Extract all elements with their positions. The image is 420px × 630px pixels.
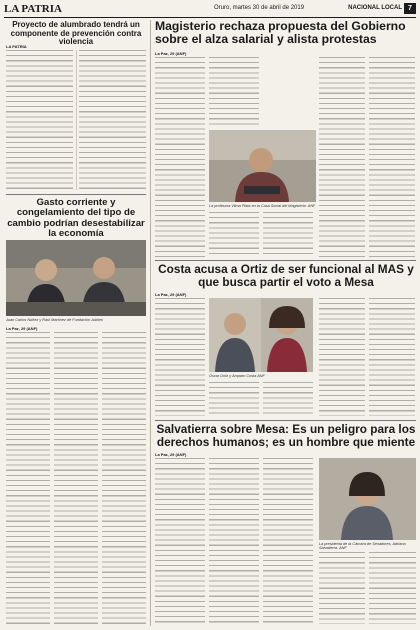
salvatierra-photo-image <box>319 458 416 540</box>
magisterio-photo-image <box>209 130 316 202</box>
costa-body-col1 <box>155 298 205 416</box>
costa-caption-credit: ANF <box>257 374 265 378</box>
magisterio-byline: La Paz, 29 (ANF) <box>155 51 187 56</box>
costa-byline: La Paz, 29 (ANF) <box>155 292 187 297</box>
costa-body-col2 <box>209 382 259 416</box>
costa-photo <box>209 298 313 372</box>
costa-photo-image <box>209 298 313 372</box>
section-label: NACIONAL LOCAL <box>348 5 402 11</box>
magisterio-photo <box>209 130 316 202</box>
page-number: 7 <box>404 3 416 14</box>
alumbrado-byline: LA PATRIA <box>6 44 27 49</box>
magisterio-body-col4 <box>319 57 365 257</box>
salvatierra-body-col1 <box>155 458 205 624</box>
salvatierra-body-col4 <box>319 552 365 624</box>
column-divider <box>76 50 77 190</box>
magisterio-headline: Magisterio rechaza propuesta del Gobierno sobre el alza salarial y alista protestas <box>155 19 406 47</box>
magisterio-caption-text: La profesora Vilma Plata en la Casa Social del Magisterio. <box>209 204 307 208</box>
salvatierra-body-col5 <box>369 552 416 624</box>
salvatierra-caption-text: La presidenta de la Cámara de Senadores, Adriana Salvatierra. <box>319 542 406 550</box>
salvatierra-byline: La Paz, 29 (ANF) <box>155 452 187 457</box>
salvatierra-body-col2 <box>209 458 259 624</box>
costa-photo-caption <box>209 374 313 378</box>
section-rule <box>155 420 416 421</box>
gasto-body-col3 <box>102 332 146 624</box>
salvatierra-body-col3 <box>263 458 313 624</box>
magisterio-body-col2b <box>209 212 259 257</box>
salvatierra-photo-caption <box>319 542 416 550</box>
alumbrado-headline: Proyecto de alumbrado tendrá un componente de prevención contra violencia <box>10 20 142 47</box>
costa-headline: Costa acusa a Ortiz de ser funcional al MAS y que busca partir el voto a Mesa <box>158 262 414 289</box>
salvatierra-caption-credit: ANF <box>339 546 347 550</box>
main-column-divider <box>150 20 151 626</box>
gasto-photo <box>6 240 146 316</box>
magisterio-body-col1 <box>155 57 205 257</box>
costa-caption-text: Óscar Ortiz y Amparo Costa <box>209 374 257 378</box>
costa-body-col5 <box>369 298 415 416</box>
dateline: Oruro, martes 30 de abril de 2019 <box>214 5 305 11</box>
magisterio-body-col5 <box>369 57 415 257</box>
salvatierra-photo <box>319 458 416 540</box>
header-rule <box>4 17 416 18</box>
section-rule <box>6 194 146 195</box>
magisterio-body-col3b <box>263 212 313 257</box>
magisterio-body-col2 <box>209 57 259 127</box>
newspaper-logo: LA PATRIA <box>4 3 62 15</box>
page-header <box>4 3 416 16</box>
magisterio-photo-caption <box>209 204 316 208</box>
alumbrado-body-col1 <box>6 50 73 190</box>
salvatierra-headline: Salvatierra sobre Mesa: Es un peligro para los derechos humanos; es un hombre que miente <box>156 422 416 449</box>
gasto-body-col2 <box>54 332 98 624</box>
section-rule <box>155 260 416 261</box>
gasto-photo-caption: Juan Carlos Núñez y Raúl Martínez de Fundación Jubileo <box>6 318 104 322</box>
gasto-byline: La Paz, 29 (ANF) <box>6 326 38 331</box>
magisterio-caption-credit: ANF <box>307 204 316 208</box>
alumbrado-body-col2 <box>79 50 146 190</box>
costa-body-col3 <box>263 382 313 416</box>
gasto-photo-image <box>6 240 146 316</box>
costa-body-col4 <box>319 298 365 416</box>
gasto-body-col1 <box>6 332 50 624</box>
gasto-headline: Gasto corriente y congelamiento del tipo de cambio podrían desestabilizar la economía <box>7 197 145 240</box>
